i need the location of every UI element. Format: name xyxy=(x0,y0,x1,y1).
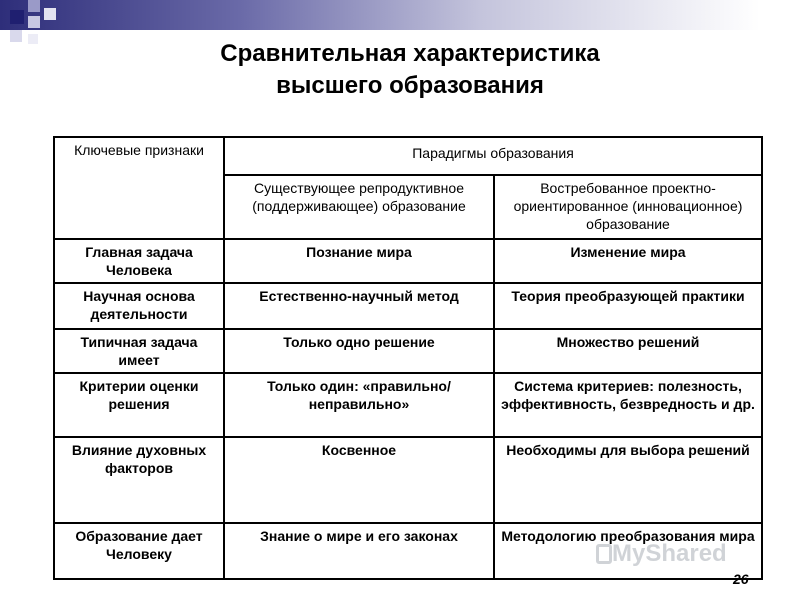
decor-square xyxy=(28,16,40,28)
row-feature: Научная основа деятельности xyxy=(54,283,224,329)
row-feature: Критерии оценки решения xyxy=(54,373,224,437)
header-paradigms: Парадигмы образования xyxy=(224,137,762,175)
col1-header: Существующее репродуктивное (поддерживающее) образование xyxy=(224,175,494,239)
decor-square xyxy=(10,10,24,24)
table-row xyxy=(54,239,762,283)
header-key-features: Ключевые признаки xyxy=(54,137,224,239)
row-col1: Знание о мире и его законах xyxy=(224,523,494,579)
row-col1: Естественно-научный метод xyxy=(224,283,494,329)
table-row xyxy=(54,329,762,373)
decor-square xyxy=(44,8,56,20)
title-line-2: высшего образования xyxy=(276,72,544,99)
slide-title xyxy=(180,38,640,102)
page-number: 26 xyxy=(733,571,749,587)
watermark: MyShared xyxy=(612,540,727,567)
col2-header: Востребованное проектно-ориентированное (инновационное) образование xyxy=(494,175,762,239)
row-col1: Косвенное xyxy=(224,437,494,523)
table-row xyxy=(54,373,762,437)
row-col1: Познание мира xyxy=(224,239,494,283)
watermark-icon xyxy=(596,544,612,564)
table-row xyxy=(54,437,762,523)
row-feature: Главная задача Человека xyxy=(54,239,224,283)
row-feature: Типичная задача имеет xyxy=(54,329,224,373)
row-feature: Влияние духовных факторов xyxy=(54,437,224,523)
row-feature: Образование дает Человеку xyxy=(54,523,224,579)
row-col1: Только одно решение xyxy=(224,329,494,373)
row-col2: Теория преобразующей практики xyxy=(494,283,762,329)
decor-square xyxy=(10,30,22,42)
row-col2: Необходимы для выбора решений xyxy=(494,437,762,523)
title-line-1: Сравнительная характеристика xyxy=(220,40,600,67)
table-header-row xyxy=(54,137,762,175)
row-col2: Изменение мира xyxy=(494,239,762,283)
top-decor-bar xyxy=(0,0,800,30)
decor-square xyxy=(28,34,38,44)
row-col1: Только один: «правильно/неправильно» xyxy=(224,373,494,437)
row-col2: Методологию преобразования мира xyxy=(494,523,762,579)
row-col2: Множество решений xyxy=(494,329,762,373)
decor-square xyxy=(28,0,40,12)
row-col2: Система критериев: полезность, эффективность, безвредность и др. xyxy=(494,373,762,437)
comparison-table xyxy=(53,136,763,580)
table-row xyxy=(54,283,762,329)
